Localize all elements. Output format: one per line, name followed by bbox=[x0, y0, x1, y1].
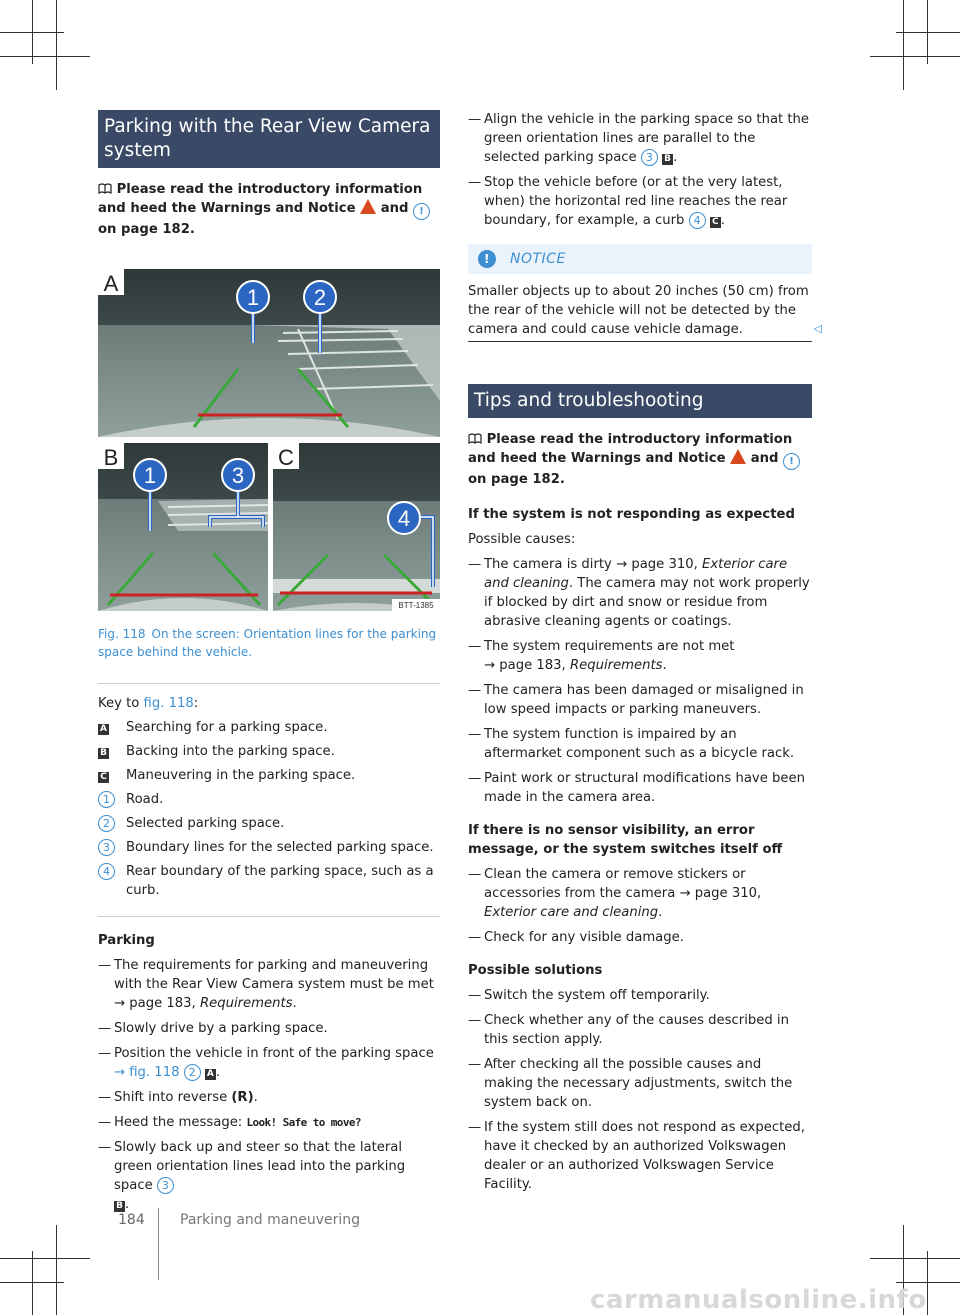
step-text: Slowly drive by a parking space. bbox=[114, 1021, 328, 1036]
tips-title bbox=[468, 384, 812, 418]
book-icon bbox=[468, 433, 482, 444]
right-column bbox=[468, 110, 822, 1194]
panel-b bbox=[98, 443, 268, 611]
key-item bbox=[98, 838, 440, 857]
tips-title-text: Tips and troubleshooting bbox=[474, 390, 704, 411]
crop-mark bbox=[0, 1258, 90, 1259]
step-text: Heed the message: bbox=[114, 1115, 243, 1130]
cause-text: The system requirements are not met bbox=[484, 639, 735, 654]
item-text: Check for any visible damage. bbox=[484, 930, 684, 945]
solution-item bbox=[468, 1011, 812, 1049]
parking-step: — Slowly back up and steer so that the lateral green orientation lines lead into the parking space 3 B . bbox=[98, 1138, 440, 1214]
key-badge: B bbox=[98, 748, 109, 759]
notice-label: NOTICE bbox=[510, 250, 566, 267]
cause-item bbox=[468, 725, 812, 763]
panel-label-a: A bbox=[103, 271, 119, 296]
subheading: Possible solutions bbox=[468, 963, 603, 978]
key-item-text: Searching for a parking space. bbox=[126, 720, 328, 735]
crop-mark bbox=[56, 0, 57, 90]
key-badge: C bbox=[710, 217, 721, 228]
section-end-icon: ◁ bbox=[813, 322, 822, 335]
step-text: Slowly back up and steer so that the lateral green orientation lines lead into the parking space bbox=[114, 1140, 406, 1193]
item-text: Switch the system off temporarily. bbox=[484, 988, 710, 1003]
key-item bbox=[98, 766, 440, 785]
key-list bbox=[98, 718, 440, 900]
fig-ref-link[interactable]: → fig. 118 bbox=[114, 1065, 180, 1080]
key-item bbox=[98, 814, 440, 833]
panel-label-b: B bbox=[103, 445, 119, 470]
cause-text: The camera has been damaged or misaligned in low speed impacts or parking maneuvers. bbox=[484, 683, 804, 717]
marker-4: 4 bbox=[397, 506, 411, 531]
solution-item bbox=[468, 1118, 812, 1194]
solution-item bbox=[468, 1055, 812, 1112]
cause-text: The camera may not work properly if blocked by dirt and snow or residue from abrasive cleaning agents or coatings. bbox=[484, 576, 810, 629]
warning-icon bbox=[360, 199, 376, 214]
key-item-text: Boundary lines for the selected parking space. bbox=[126, 840, 434, 855]
crop-mark bbox=[870, 1258, 960, 1259]
item-text: If the system still does not respond as expected, have it checked by an authorized Volkswagen dealer or an authorized Volkswagen Service Facility. bbox=[484, 1120, 805, 1192]
number-badge: 4 bbox=[689, 212, 706, 229]
intro-text: Please read the introductory information and heed the Warnings and Notice bbox=[98, 182, 423, 216]
figure-code: BTT-1385 bbox=[398, 601, 434, 610]
section-title-line2: system bbox=[104, 140, 171, 161]
intro-and: and bbox=[750, 451, 779, 466]
number-badge: 3 bbox=[157, 1177, 174, 1194]
page-ref-link[interactable]: → page 310, bbox=[679, 886, 762, 901]
ref-title: Requirements bbox=[199, 996, 293, 1011]
subheading: If the system is not responding as expected bbox=[468, 507, 795, 522]
notice-text bbox=[468, 282, 822, 342]
step-text: Stop the vehicle before (or at the very latest, when) the horizontal red line reaches the rear boundary, for example, a curb bbox=[484, 175, 788, 228]
key-item bbox=[98, 790, 440, 809]
parking-step: — Position the vehicle in front of the parking space → fig. 118 2 A . bbox=[98, 1044, 440, 1082]
notice-banner bbox=[468, 244, 812, 274]
intro-paragraph bbox=[468, 430, 812, 489]
caption-label: Fig. 118 bbox=[98, 627, 146, 641]
crop-mark bbox=[0, 56, 90, 57]
possible-causes-label: Possible causes: bbox=[468, 532, 576, 547]
parking-step: — Align the vehicle in the parking space so that the green orientation lines are parallel to the selected parking space 3 B . bbox=[468, 110, 812, 167]
marker-1: 1 bbox=[246, 285, 260, 310]
item-text: Clean the camera or remove stickers or accessories from the camera bbox=[484, 867, 746, 901]
footer-section: Parking and maneuvering bbox=[180, 1212, 361, 1228]
crop-mark bbox=[927, 1251, 928, 1315]
item-text: Check whether any of the causes described in this section apply. bbox=[484, 1013, 789, 1047]
cause-text: The camera is dirty bbox=[484, 557, 612, 572]
panel-a bbox=[98, 269, 440, 437]
notice-icon: ! bbox=[413, 203, 430, 220]
intro-and: and bbox=[380, 201, 409, 216]
number-badge: 4 bbox=[98, 863, 115, 880]
number-badge: 2 bbox=[98, 815, 115, 832]
key-badge: A bbox=[205, 1069, 216, 1080]
left-column bbox=[98, 110, 440, 1214]
cause-text: The system function is impaired by an aftermarket component such as a bicycle rack. bbox=[484, 727, 795, 761]
key-badge: B bbox=[114, 1201, 125, 1212]
parking-step: — Stop the vehicle before (or at the very latest, when) the horizontal red line reaches the rear boundary, for example, a curb 4 C . bbox=[468, 173, 812, 230]
parking-step bbox=[98, 1113, 440, 1132]
page-ref-link[interactable]: → page 183, bbox=[114, 996, 196, 1011]
marker-2: 2 bbox=[313, 285, 327, 310]
intro-text: Please read the introductory information and heed the Warnings and Notice bbox=[468, 432, 793, 466]
figure-caption bbox=[98, 625, 440, 661]
panel-label-c: C bbox=[278, 445, 294, 470]
notice-icon: ! bbox=[478, 250, 496, 268]
number-badge: 3 bbox=[641, 149, 658, 166]
fig-118-link[interactable]: fig. 118 bbox=[143, 696, 194, 711]
crop-mark bbox=[903, 0, 904, 90]
item-text: After checking all the possible causes and making the necessary adjustments, switch the system back on. bbox=[484, 1057, 793, 1110]
key-badge: A bbox=[98, 724, 109, 735]
crop-mark bbox=[870, 56, 960, 57]
caption-text: On the screen: Orientation lines for the parking space behind the vehicle. bbox=[98, 627, 437, 659]
figure-118 bbox=[98, 269, 440, 611]
crop-mark bbox=[896, 1282, 960, 1283]
footer-divider bbox=[158, 1208, 159, 1280]
page-ref-link[interactable]: → page 310, bbox=[616, 557, 698, 572]
warning-icon bbox=[730, 449, 746, 464]
key-item-text: Road. bbox=[126, 792, 164, 807]
page-ref-link[interactable]: → page 183, bbox=[484, 658, 566, 673]
panel-c bbox=[273, 443, 440, 611]
marker-1b: 1 bbox=[143, 463, 157, 488]
intro-page-ref: on page 182. bbox=[468, 472, 565, 487]
section-title bbox=[98, 110, 440, 168]
solution-item bbox=[468, 928, 812, 947]
intro-paragraph bbox=[98, 180, 440, 239]
book-icon bbox=[98, 183, 112, 194]
key-item-text: Selected parking space. bbox=[126, 816, 285, 831]
cause-item: — The system requirements are not met → page 183, Requirements. bbox=[468, 637, 812, 675]
subheading: If there is no sensor visibility, an error message, or the system switches itself off bbox=[468, 823, 783, 857]
parking-step: — The requirements for parking and maneuvering with the Rear View Camera system must be met → page 183, Requirements. bbox=[98, 956, 440, 1013]
step-text: The requirements for parking and maneuvering with the Rear View Camera system must be met bbox=[114, 958, 434, 992]
page-number: 184 bbox=[118, 1212, 145, 1228]
key-to-pre: Key to bbox=[98, 696, 140, 711]
number-badge: 1 bbox=[98, 791, 115, 808]
display-message: Look! Safe to move? bbox=[246, 1116, 361, 1129]
key-badge: B bbox=[662, 154, 673, 165]
notice-icon: ! bbox=[783, 453, 800, 470]
section-title-line1: Parking with the Rear View Camera bbox=[104, 116, 431, 137]
key-to-line bbox=[98, 694, 440, 713]
ref-title: Requirements bbox=[569, 658, 663, 673]
key-item bbox=[98, 742, 440, 761]
parking-step: — Shift into reverse (R). bbox=[98, 1088, 440, 1107]
crop-mark bbox=[927, 0, 928, 64]
ref-title: Exterior care and cleaning bbox=[484, 557, 788, 591]
divider bbox=[98, 683, 440, 684]
key-item-text: Backing into the parking space. bbox=[126, 744, 335, 759]
watermark: carmanualsonline.info bbox=[590, 1285, 927, 1315]
gear-label: (R) bbox=[231, 1090, 254, 1105]
solution-item: — Clean the camera or remove stickers or accessories from the camera → page 310, Exterior care and cleaning. bbox=[468, 865, 812, 922]
key-item-text: Maneuvering in the parking space. bbox=[126, 768, 356, 783]
crop-mark bbox=[32, 1251, 33, 1315]
key-badge: C bbox=[98, 772, 109, 783]
crop-mark bbox=[56, 1225, 57, 1315]
cause-item bbox=[468, 681, 812, 719]
cause-item: — The camera is dirty → page 310, Exterior care and cleaning. The camera may not work properly if blocked by dirt and snow or residue from abrasive cleaning agents or coatings. bbox=[468, 555, 812, 631]
cause-text: Paint work or structural modifications have been made in the camera area. bbox=[484, 771, 805, 805]
intro-page-ref: on page 182. bbox=[98, 222, 195, 237]
number-badge: 2 bbox=[184, 1064, 201, 1081]
crop-mark bbox=[896, 32, 960, 33]
parking-step bbox=[98, 1019, 440, 1038]
key-item-text: Rear boundary of the parking space, such as a curb. bbox=[126, 864, 434, 898]
step-text: Position the vehicle in front of the parking space bbox=[114, 1046, 434, 1061]
divider bbox=[98, 916, 440, 917]
rear-camera-illustration bbox=[98, 269, 440, 611]
ref-title: Exterior care and cleaning bbox=[484, 905, 659, 920]
step-text: Shift into reverse bbox=[114, 1090, 228, 1105]
key-item bbox=[98, 862, 440, 900]
solution-item bbox=[468, 986, 812, 1005]
key-item bbox=[98, 718, 440, 737]
parking-heading: Parking bbox=[98, 933, 155, 948]
crop-mark bbox=[32, 0, 33, 64]
key-to-post: : bbox=[193, 696, 199, 711]
number-badge: 3 bbox=[98, 839, 115, 856]
notice-body: Smaller objects up to about 20 inches (50 cm) from the rear of the vehicle will not be detected by the camera and could cause vehicle damage. bbox=[468, 284, 809, 337]
step-text: Align the vehicle in the parking space so that the green orientation lines are parallel to the selected parking space bbox=[484, 112, 810, 165]
marker-3: 3 bbox=[231, 463, 245, 488]
cause-item bbox=[468, 769, 812, 807]
